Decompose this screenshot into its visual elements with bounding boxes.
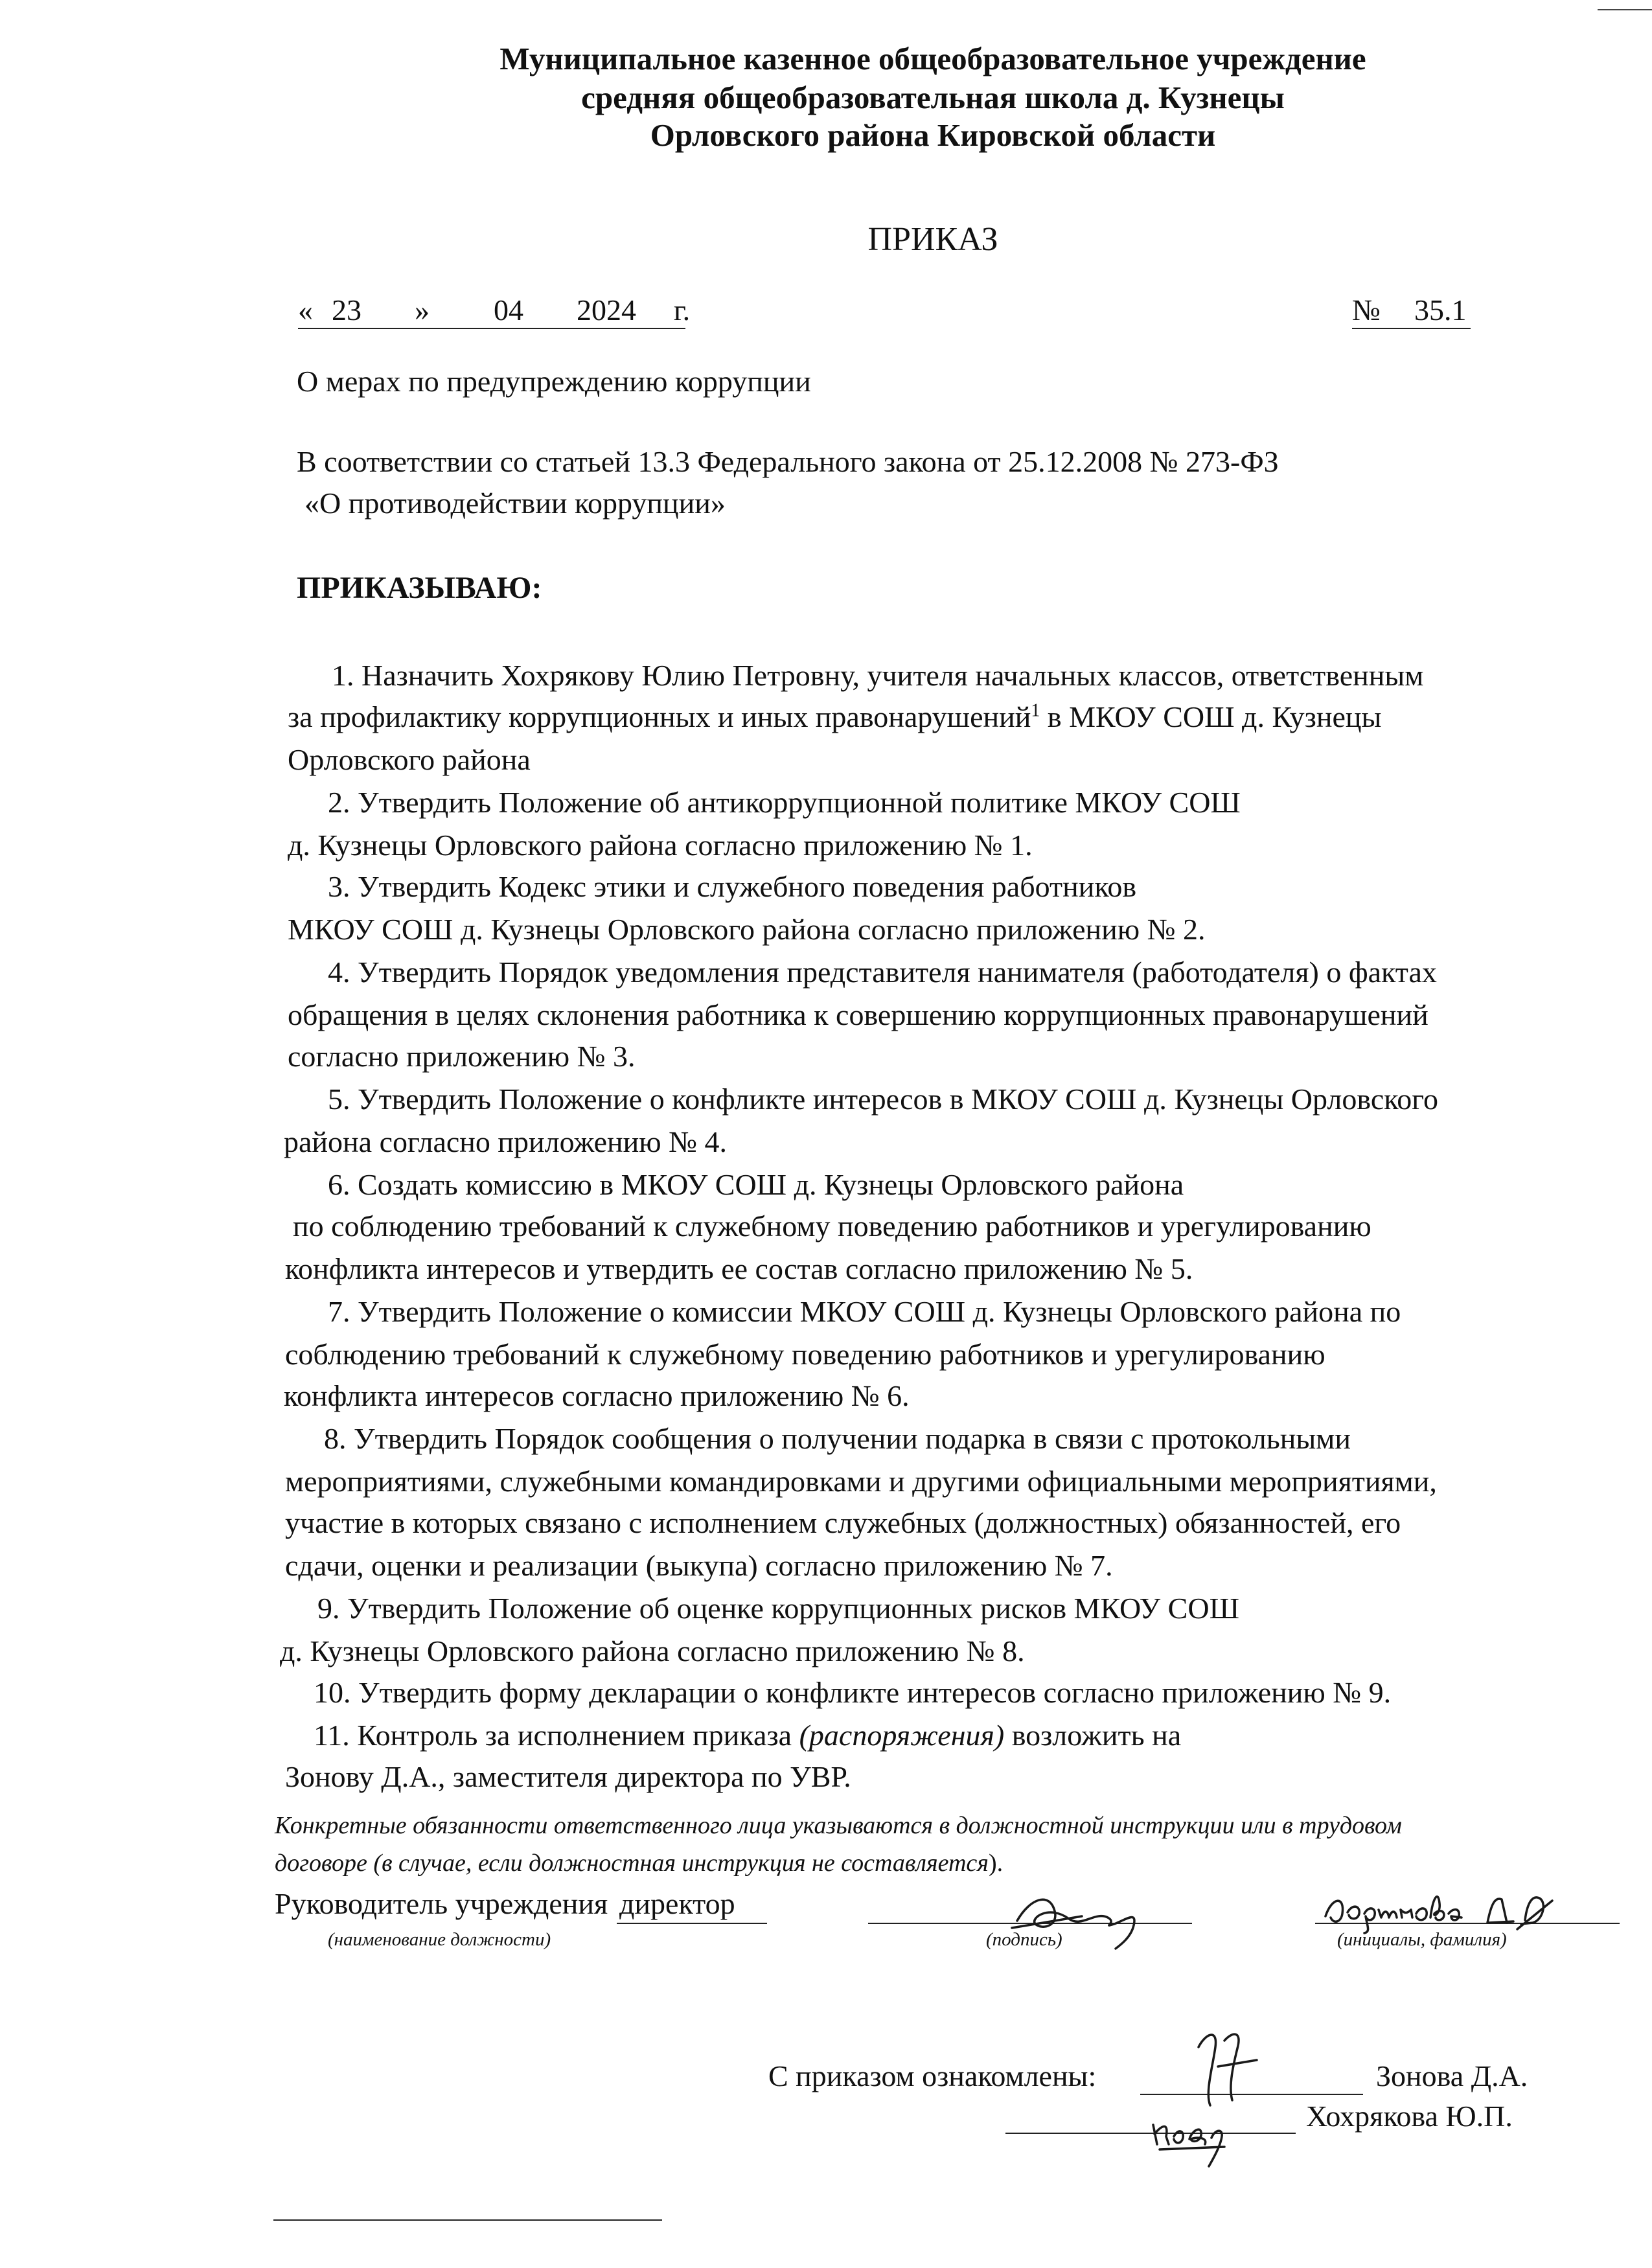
acquainted-person-2: Хохрякова Ю.П. [1306, 2100, 1513, 2133]
name-caption: (инициалы, фамилия) [1337, 1929, 1507, 1950]
item-7-line-1: 7. Утвердить Положение о комиссии МКОУ СОШ д. Кузнецы Орловского района по [328, 1295, 1401, 1328]
item-2-line-2: д. Кузнецы Орловского района согласно приложению № 1. [288, 829, 1033, 862]
item-11-text-end: возложить на [1004, 1719, 1182, 1752]
footnote-separator [273, 2219, 662, 2221]
number-value: 35.1 [1414, 293, 1467, 326]
date-day: 23 [332, 293, 361, 326]
item-4-line-1: 4. Утвердить Порядок уведомления представителя нанимателя (работодателя) о фактах [328, 956, 1437, 989]
org-name-line-2: средняя общеобразовательная школа д. Кузнецы [581, 80, 1285, 115]
date-underline [298, 328, 685, 329]
order-word: ПРИКАЗЫВАЮ: [297, 571, 542, 605]
footnote-marker: 1 [1031, 700, 1040, 721]
date-year: 2024 [577, 293, 636, 326]
date-suffix: г. [674, 293, 691, 326]
order-subject: О мерах по предупреждению коррупции [297, 365, 811, 398]
item-1-text-end: в МКОУ СОШ д. Кузнецы [1040, 700, 1382, 733]
director-signature [1004, 1885, 1173, 1950]
zonova-signature [1173, 2021, 1276, 2112]
basis-line-2: «О противодействии коррупции» [304, 487, 726, 520]
org-name-line-3: Орловского района Кировской области [650, 117, 1216, 153]
item-6-line-2: по соблюдению требований к служебному поведению работников и урегулированию [293, 1209, 1371, 1243]
item-8-line-1: 8. Утвердить Порядок сообщения о получении подарка в связи с протокольными [324, 1422, 1351, 1455]
date-month: 04 [494, 293, 523, 326]
item-1-line-3: Орловского района [288, 743, 531, 776]
item-11-line-2: Зонову Д.А., заместителя директора по УВР. [285, 1760, 851, 1793]
director-handwritten-name [1319, 1884, 1623, 1936]
date-open-quote: « [298, 293, 313, 326]
item-3-line-2: МКОУ СОШ д. Кузнецы Орловского района согласно приложению № 2. [288, 913, 1206, 946]
item-4-line-3: согласно приложению № 3. [288, 1040, 636, 1073]
signature-caption: (подпись) [986, 1929, 1062, 1950]
khokhryakova-signature [1147, 2099, 1244, 2170]
position-underline [617, 1923, 767, 1924]
item-4-line-2: обращения в целях склонения работника к совершению коррупционных правонарушений [288, 998, 1428, 1031]
item-8-line-4: сдачи, оценки и реализации (выкупа) согласно приложению № 7. [285, 1549, 1113, 1582]
head-position: директор [619, 1887, 735, 1920]
footnote-end: ). [988, 1850, 1004, 1877]
item-6-line-1: 6. Создать комиссию в МКОУ СОШ д. Кузнецы Орловского района [328, 1168, 1184, 1201]
item-11-text: 11. Контроль за исполнением приказа [314, 1719, 799, 1752]
document-title: ПРИКАЗ [867, 221, 998, 258]
number-underline [1352, 328, 1471, 329]
footnote-line-1: Конкретные обязанности ответственного лица указываются в должностной инструкции или в трудовом [275, 1812, 1402, 1839]
head-label: Руководитель учреждения [275, 1887, 608, 1920]
item-11-line-1 [314, 1718, 1181, 1752]
acquainted-person-1: Зонова Д.А. [1376, 2059, 1528, 2092]
order-number [1352, 293, 1482, 332]
item-6-line-3: конфликта интересов и утвердить ее состав согласно приложению № 5. [285, 1252, 1193, 1285]
order-date [298, 293, 693, 332]
item-8-line-2: мероприятиями, служебными командировками и другими официальными мероприятиями, [285, 1465, 1437, 1498]
item-8-line-3: участие в которых связано с исполнением служебных (должностных) обязанностей, его [285, 1506, 1401, 1539]
item-10-line-1: 10. Утвердить форму декларации о конфликте интересов согласно приложению № 9. [314, 1676, 1392, 1709]
item-3-line-1: 3. Утвердить Кодекс этики и служебного поведения работников [328, 870, 1137, 903]
item-1-text: за профилактику коррупционных и иных правонарушений [288, 700, 1031, 733]
item-7-line-2: соблюдению требований к служебному поведению работников и урегулированию [285, 1338, 1325, 1371]
item-7-line-3: конфликта интересов согласно приложению № 6. [284, 1379, 910, 1412]
scan-edge-line [1598, 9, 1652, 10]
item-5-line-2: района согласно приложению № 4. [284, 1125, 728, 1158]
footnote-line-2 [275, 1849, 1003, 1877]
item-5-line-1: 5. Утвердить Положение о конфликте интересов в МКОУ СОШ д. Кузнецы Орловского [328, 1082, 1438, 1116]
footnote-text: договоре (в случае, если должностная инструкция не составляется [275, 1850, 989, 1877]
item-1-line-1: 1. Назначить Хохрякову Юлию Петровну, учителя начальных классов, ответственным [332, 659, 1424, 692]
basis-line-1: В соответствии со статьей 13.3 Федерального закона от 25.12.2008 № 273-ФЗ [297, 445, 1279, 478]
position-caption: (наименование должности) [328, 1929, 551, 1950]
item-2-line-1: 2. Утвердить Положение об антикоррупционной политике МКОУ СОШ [328, 786, 1241, 819]
number-label: № [1352, 293, 1381, 326]
date-close-quote: » [415, 293, 430, 326]
acquainted-label: С приказом ознакомлены: [768, 2059, 1097, 2092]
item-9-line-2: д. Кузнецы Орловского района согласно приложению № 8. [280, 1634, 1025, 1667]
item-1-line-2 [288, 700, 1381, 734]
item-11-italic: (распоряжения) [799, 1719, 1005, 1752]
item-9-line-1: 9. Утвердить Положение об оценке коррупционных рисков МКОУ СОШ [317, 1592, 1239, 1625]
org-name-line-1: Муниципальное казенное общеобразовательное учреждение [499, 41, 1366, 76]
